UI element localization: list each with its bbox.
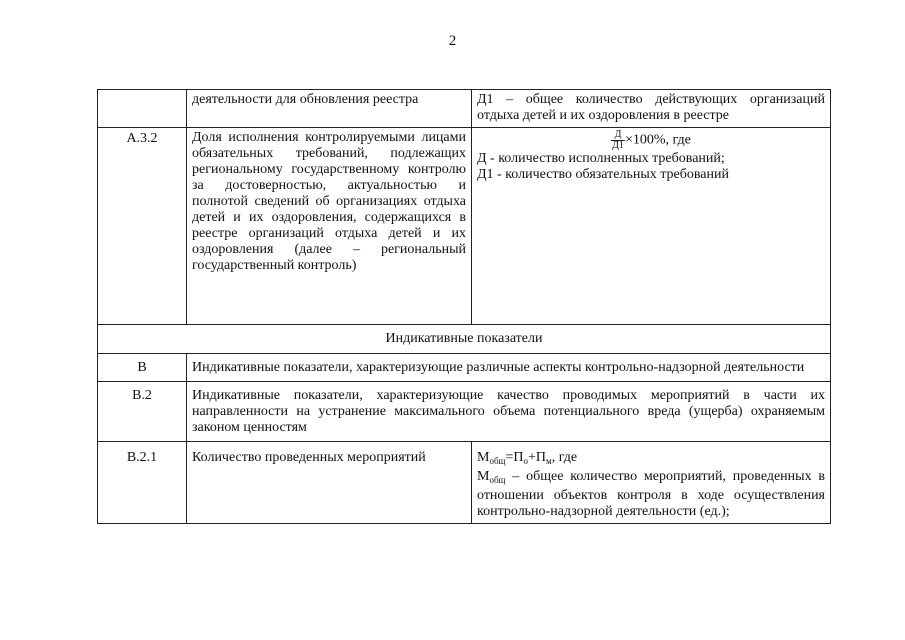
table-row-b2 (98, 382, 831, 442)
code-cell: В.2.1 (98, 442, 187, 524)
code-cell: В.2 (98, 382, 187, 442)
name-cell: Индикативные показатели, характеризующие качество проводимых мероприятий в части их направленности на устранение максимального объема потенциального вреда (ущерба) охраняемым законом ценностям (187, 382, 831, 442)
section-header: Индикативные показатели (98, 325, 831, 354)
page-number: 2 (448, 33, 457, 49)
name-cell: Количество проведенных мероприятий (187, 442, 472, 524)
fraction-numerator: Д (611, 130, 625, 141)
percent-formula (477, 130, 825, 151)
code-cell: В (98, 354, 187, 382)
indicators-table (97, 89, 831, 524)
formula-cell (472, 128, 831, 325)
fraction-denominator: Д1 (612, 140, 624, 151)
table-row-section-header (98, 325, 831, 354)
table-row-continuation (98, 90, 831, 128)
fraction (611, 130, 625, 151)
code-cell: А.3.2 (98, 128, 187, 325)
name-cell: деятельности для обновления реестра (187, 90, 472, 128)
table-row-a32 (98, 128, 831, 325)
name-cell: Доля исполнения контролируемыми лицами обязательных требований, подлежащих региональному государственному контролю за достоверностью, актуальностью и полнотой сведений об организациях отдыха детей и их оздоровления, содержащихся в реестре организаций отдыха детей и их оздоровления (далее – региональный государственный контроль) (187, 128, 472, 325)
definition-line: Д - количество исполненных требований; (477, 151, 725, 166)
formula-cell (472, 442, 831, 524)
table-row-b21 (98, 442, 831, 524)
formula-suffix: ×100%, где (624, 132, 691, 148)
definition-line: $М_{общ}$ – общее количество мероприятий, проведенных в отношении объектов контроля в ходе осуществления контрольно-надзорной деятельности (ед.); (477, 469, 825, 519)
name-cell: Индикативные показатели, характеризующие различные аспекты контрольно-надзорной деятельности (187, 354, 831, 382)
code-cell (98, 90, 187, 128)
formula-cell: Д1 – общее количество действующих организаций отдыха детей и их оздоровления в реестре (472, 90, 831, 128)
sum-formula: $М_{общ}=П_о+П_м$, где (477, 450, 578, 466)
definition-line: Д1 - количество обязательных требований (477, 167, 729, 182)
table-row-b (98, 354, 831, 382)
